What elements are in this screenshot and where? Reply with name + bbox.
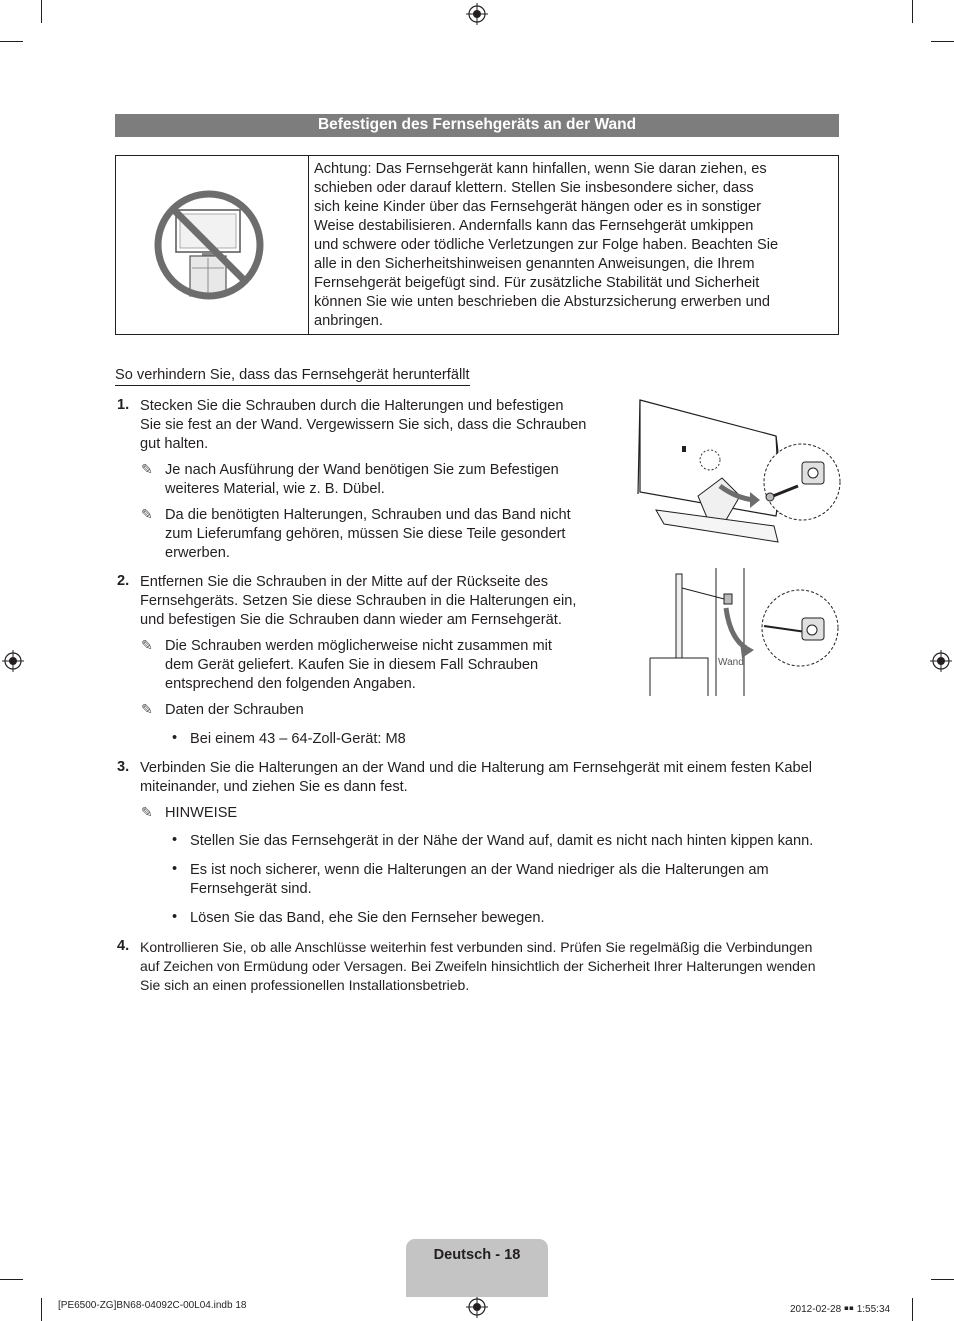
step-number: 2. xyxy=(117,573,130,589)
text-line: Verbinden Sie die Halterungen an der Wand und die Halterung am Fernsehgerät mit einem festen Kabel xyxy=(140,760,812,776)
warning-line: schieben oder darauf klettern. Stellen Sie insbesondere sicher, dass xyxy=(314,180,754,196)
registration-mark-icon xyxy=(2,650,24,672)
step-2-text xyxy=(140,573,576,630)
warning-line: sich keine Kinder über das Fernsehgerät hängen oder es in sonstiger xyxy=(314,199,762,215)
registration-mark-icon xyxy=(466,3,488,25)
bullet-marker: • xyxy=(172,861,178,877)
bullet-text xyxy=(190,861,769,899)
bullet-text: Lösen Sie das Band, ehe Sie den Fernseher bewegen. xyxy=(190,910,545,926)
step-4-text xyxy=(140,938,816,995)
note-text xyxy=(165,506,571,563)
step-number: 4. xyxy=(117,938,130,954)
page-number-tab xyxy=(406,1239,548,1297)
step-3-text xyxy=(140,759,812,797)
step-1-text xyxy=(140,397,586,454)
crop-mark xyxy=(931,41,954,42)
crop-mark xyxy=(0,1279,23,1280)
registration-mark-icon xyxy=(930,650,952,672)
subsection-heading: So verhindern Sie, dass das Fernsehgerät herunterfällt xyxy=(115,366,470,386)
text-line: erwerben. xyxy=(165,545,230,561)
notes-title: HINWEISE xyxy=(165,805,238,821)
table-divider xyxy=(308,156,309,334)
note-text xyxy=(165,637,552,694)
text-line: weiteres Material, wie z. B. Dübel. xyxy=(165,481,385,497)
wall-label: Wand xyxy=(718,657,744,668)
warning-line: alle in den Sicherheitshinweisen genannten Anweisungen, die Ihrem xyxy=(314,256,755,272)
warning-text xyxy=(314,160,834,331)
warning-line: Achtung: Das Fernsehgerät kann hinfallen, wenn Sie daran ziehen, es xyxy=(314,161,767,177)
warning-line: Fernsehgerät beigefügt sind. Für zusätzliche Stabilität und Sicherheit xyxy=(314,275,760,291)
bullet-text: Bei einem 43 – 64-Zoll-Gerät: M8 xyxy=(190,731,406,747)
bullet-marker: • xyxy=(172,832,178,848)
text-line: miteinander, und ziehen Sie es dann fest. xyxy=(140,779,408,795)
warning-box xyxy=(115,155,839,335)
text-line: dem Gerät geliefert. Kaufen Sie in diesem Fall Schrauben xyxy=(165,657,539,673)
warning-line: anbringen. xyxy=(314,313,383,329)
note-icon: ✎ xyxy=(141,506,153,522)
tv-bracket-figure xyxy=(636,396,842,548)
text-line: entsprechend den folgenden Angaben. xyxy=(165,676,416,692)
note-icon: ✎ xyxy=(141,701,153,717)
note-text: Daten der Schrauben xyxy=(165,702,304,718)
wall-cable-figure xyxy=(646,568,842,698)
text-line: gut halten. xyxy=(140,436,209,452)
footer-file-info: [PE6500-ZG]BN68-04092C-00L04.indb 18 xyxy=(58,1300,247,1311)
text-line: Stecken Sie die Schrauben durch die Halterungen und befestigen xyxy=(140,398,564,414)
warning-line: Weise destabilisieren. Andernfalls kann das Fernsehgerät umkippen xyxy=(314,218,754,234)
note-icon: ✎ xyxy=(141,804,153,820)
text-line: Sie sich an einen professionellen Installationsbetrieb. xyxy=(140,977,470,993)
text-line: Sie sie fest an der Wand. Vergewissern Sie sich, dass die Schrauben xyxy=(140,417,587,433)
text-line: zum Lieferumfang gehören, müssen Sie diese Teile gesondert xyxy=(165,526,566,542)
text-line: Je nach Ausführung der Wand benötigen Sie zum Befestigen xyxy=(165,462,559,478)
registration-mark-icon xyxy=(466,1296,488,1318)
crop-mark xyxy=(912,1298,913,1321)
warning-line: können Sie wie unten beschrieben die Absturzsicherung erwerben und xyxy=(314,294,770,310)
crop-mark xyxy=(912,0,913,23)
warning-line: und schwere oder tödliche Verletzungen zur Folge haben. Beachten Sie xyxy=(314,237,779,253)
text-line: und befestigen Sie die Schrauben dann wieder am Fernsehgerät. xyxy=(140,612,562,628)
bullet-marker: • xyxy=(172,730,178,746)
text-line: Es ist noch sicherer, wenn die Halterungen an der Wand niedriger als die Halterungen am xyxy=(190,862,769,878)
no-tv-climbing-icon xyxy=(152,188,266,302)
text-line: Kontrollieren Sie, ob alle Anschlüsse weiterhin fest verbunden sind. Prüfen Sie regelmäßig die Verbindungen xyxy=(140,939,813,955)
text-line: Die Schrauben werden möglicherweise nicht zusammen mit xyxy=(165,638,552,654)
crop-mark xyxy=(41,1298,42,1321)
note-icon: ✎ xyxy=(141,461,153,477)
note-text xyxy=(165,461,559,499)
step-number: 1. xyxy=(117,397,130,413)
footer-timestamp: 2012-02-28 ￭￭ 1:55:34 xyxy=(790,1304,891,1315)
bullet-text: Stellen Sie das Fernsehgerät in der Nähe der Wand auf, damit es nicht nach hinten kippen kann. xyxy=(190,833,814,849)
bullet-marker: • xyxy=(172,909,178,925)
text-line: Entfernen Sie die Schrauben in der Mitte auf der Rückseite des xyxy=(140,574,549,590)
note-icon: ✎ xyxy=(141,637,153,653)
crop-mark xyxy=(0,41,23,42)
text-line: Da die benötigten Halterungen, Schrauben und das Band nicht xyxy=(165,507,571,523)
text-line: Fernsehgeräts. Setzen Sie diese Schrauben in die Halterungen ein, xyxy=(140,593,577,609)
page-number: Deutsch - 18 xyxy=(433,1247,521,1263)
text-line: Fernsehgerät sind. xyxy=(190,881,312,897)
crop-mark xyxy=(931,1279,954,1280)
text-line: auf Zeichen von Ermüdung oder Versagen. Bei Zweifeln hinsichtlich der Sicherheit Ihrer Halterungen wenden xyxy=(140,958,816,974)
crop-mark xyxy=(41,0,42,23)
section-title-bar: Befestigen des Fernsehgeräts an der Wand xyxy=(115,114,839,137)
step-number: 3. xyxy=(117,759,130,775)
